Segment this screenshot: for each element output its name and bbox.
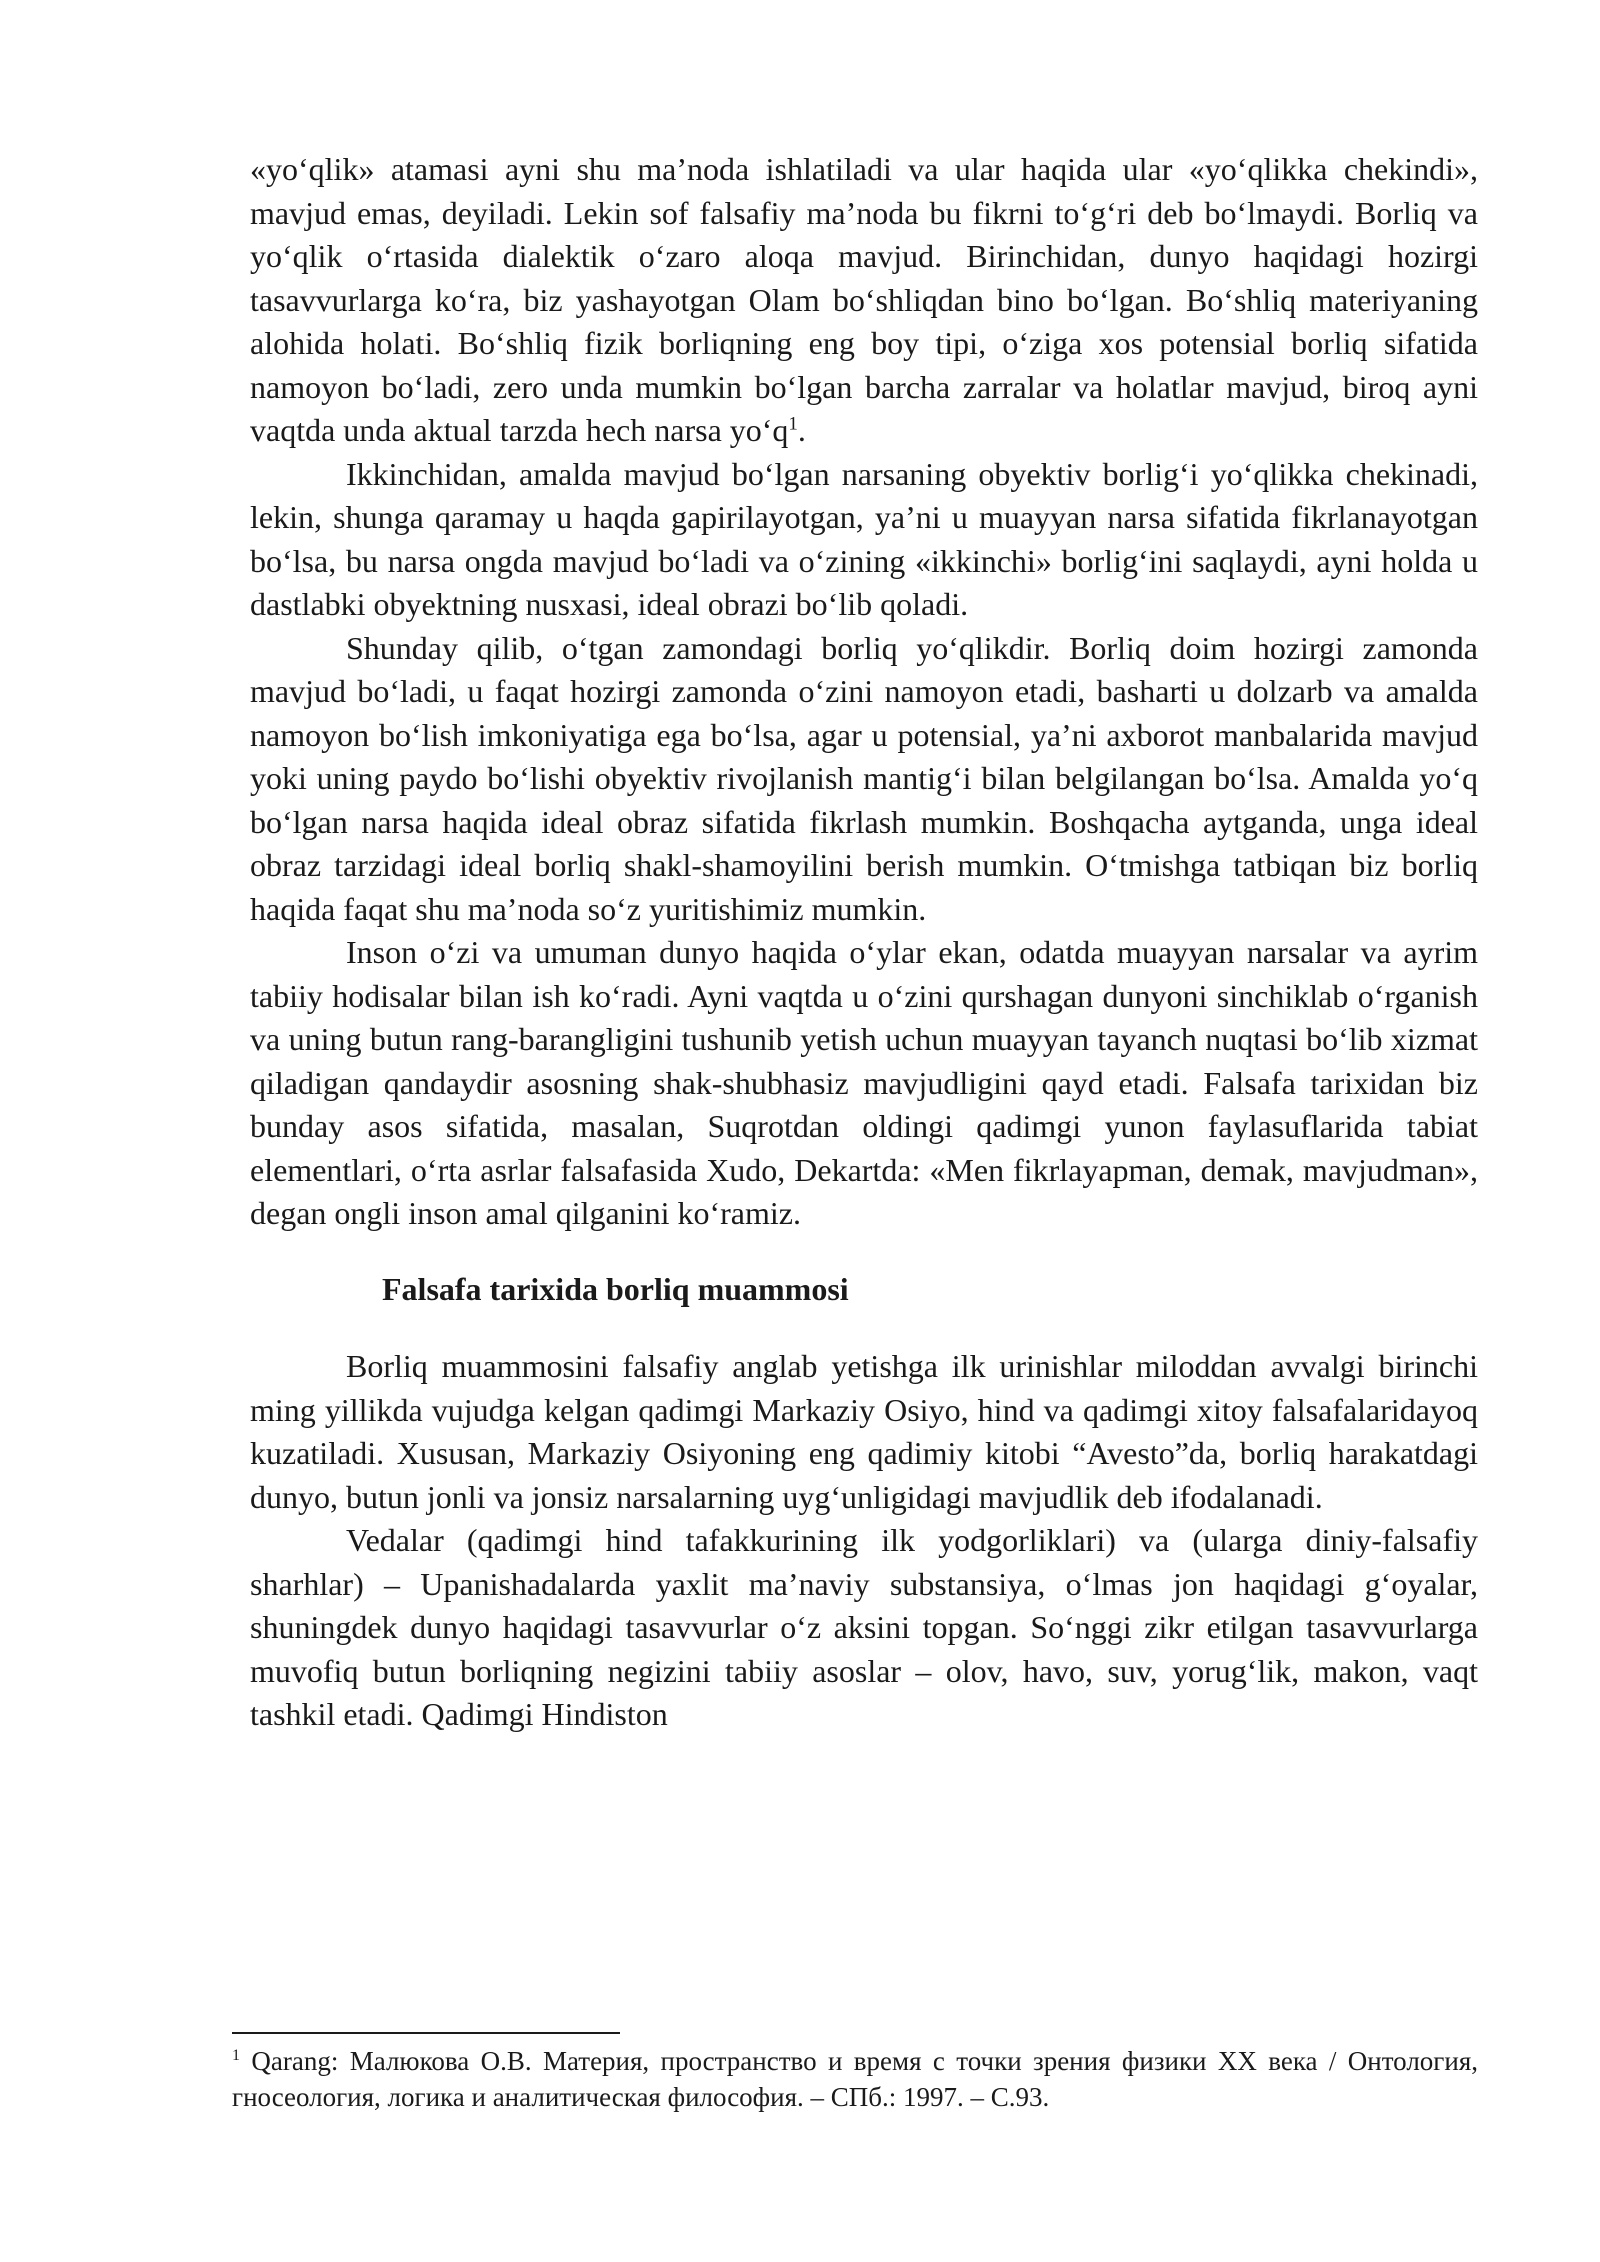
footnote-text: Qarang: Малюкова О.В. Материя, пространство и время с точки зрения физики XX века / Онтология, гносеология, логика и аналитическая философия. – СПб.: 1997. – С.93. [232,2046,1478,2112]
footnote-number: 1 [232,2047,240,2064]
paragraph-6: Vedalar (qadimgi hind tafakkurining ilk yodgorliklari) va (ularga diniy-falsafiy sharhlar) – Upanishadalarda yaxlit ma’naviy substansiya, o‘lmas jon haqidagi g‘oyalar, shuningdek dunyo haqidagi tasavvurlar o‘z aksini topgan. So‘nggi zikr etilgan tasavvurlarga muvofiq butun borliqning negizini tabiiy asoslar – olov, havo, suv, yorug‘lik, makon, vaqt tashkil etadi. Qadimgi Hindiston [250,1522,1478,1732]
section-heading: Falsafa tarixida borliq muammosi [382,1270,849,1307]
document-page [250,148,1478,1737]
paragraph-5: Borliq muammosini falsafiy anglab yetishga ilk urinishlar miloddan avvalgi birinchi ming yillikda vujudga kelgan qadimgi Markaziy Osiyo, hind va qadimgi xitoy falsafalaridayoq kuzatiladi. Xususan, Markaziy Osiyoning eng qadimiy kitobi “Avesto”da, borliq harakatdagi dunyo, butun jonli va jonsiz narsalarning uyg‘unligidagi mavjudlik deb ifodalanadi. [250,1348,1478,1515]
paragraph-1-text: «yo‘qlik» atamasi ayni shu ma’noda ishlatiladi va ular haqida ular «yo‘qlikka chekindi», mavjud emas, deyiladi. Lekin sof falsafiy ma’noda bu fikrni to‘g‘ri deb bo‘lmaydi. Borliq va yo‘qlik o‘rtasida dialektik o‘zaro aloqa mavjud. Birinchidan, dunyo haqidagi hozirgi tasavvurlarga ko‘ra, biz yashayotgan Olam bo‘shliqdan bino bo‘lgan. Bo‘shliq materiyaning alohida holati. Bo‘shliq fizik borliqning eng boy tipi, o‘ziga xos potensial borliq sifatida namoyon bo‘ladi, zero unda mumkin bo‘lgan barcha zarralar va holatlar mavjud, biroq ayni vaqtda unda aktual tarzda hech narsa yo‘q [250,151,1478,448]
paragraph-4: Inson o‘zi va umuman dunyo haqida o‘ylar ekan, odatda muayyan narsalar va ayrim tabiiy hodisalar bilan ish ko‘radi. Ayni vaqtda u o‘zini qurshagan dunyoni sinchiklab o‘rganish va uning butun rang-barangligini tushunib yetish uchun muayyan tayanch nuqtasi bo‘lib xizmat qiladigan qandaydir asosning shak-shubhasiz mavjudligini qayd etadi. Falsafa tarixidan biz bunday asos sifatida, masalan, Suqrotdan oldingi qadimgi yunon faylasuflarida tabiat elementlari, o‘rta asrlar falsafasida Xudo, Dekartda: «Men fikrlayapman, demak, mavjudman», degan ongli inson amal qilganini ko‘ramiz. [250,934,1478,1231]
footnote [232,2043,1478,2115]
paragraph-1 [250,148,1478,453]
paragraph-3: Shunday qilib, o‘tgan zamondagi borliq yo‘qlikdir. Borliq doim hozirgi zamonda mavjud bo‘ladi, u faqat hozirgi zamonda o‘zini namoyon etadi, basharti u dolzarb va amalda namoyon bo‘lish imkoniyatiga ega bo‘lsa, agar u potensial, ya’ni axborot manbalarida mavjud yoki uning paydo bo‘lishi obyektiv rivojlanish mantig‘i bilan belgilangan bo‘lsa. Amalda yo‘q bo‘lgan narsa haqida ideal obraz sifatida fikrlash mumkin. Boshqacha aytganda, unga ideal obraz tarzidagi ideal borliq shakl-shamoyilini berish mumkin. O‘tmishga tatbiqan biz borliq haqida faqat shu ma’noda so‘z yuritishimiz mumkin. [250,629,1478,927]
paragraph-1-end: . [797,412,806,448]
footnote-reference[interactable]: 1 [788,413,798,435]
footnote-divider [232,2032,620,2034]
paragraph-2: Ikkinchidan, amalda mavjud bo‘lgan narsaning obyektiv borlig‘i yo‘qlikka chekinadi, lekin, shunga qaramay u haqda gapirilayotgan, ya’ni u muayyan narsa sifatida fikrlanayotgan bo‘lsa, bu narsa ongda mavjud bo‘ladi va o‘zining «ikkinchi» borlig‘ini saqlaydi, ayni holda u dastlabki obyektning nusxasi, ideal obrazi bo‘lib qoladi. [250,455,1478,622]
